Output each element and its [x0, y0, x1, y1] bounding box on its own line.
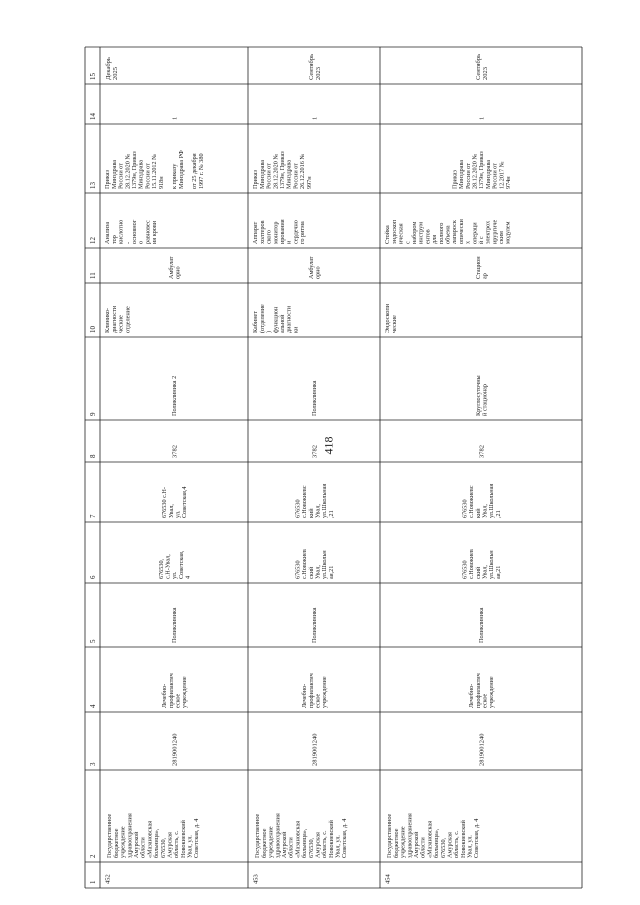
column-number-3-line: 3 — [88, 762, 97, 766]
code — [171, 445, 178, 458]
institution-type — [161, 673, 188, 708]
column-number-12 — [89, 237, 97, 245]
equipment-line: ским — [498, 231, 506, 244]
column-number-9 — [89, 412, 97, 416]
institution-name-line: области — [287, 837, 295, 858]
column-number-11 — [89, 272, 97, 279]
institution-name-line: учреждение — [119, 826, 127, 858]
institution-name-line: Амурская — [314, 832, 322, 858]
address-col6-line: ая,21 — [327, 565, 335, 579]
order-reference-line: 28.12.2020 № — [471, 153, 479, 189]
address-col7-line: ул. — [174, 510, 182, 518]
inn-code — [311, 734, 318, 767]
inn-code-line: 2819001240 — [478, 733, 486, 766]
department-line: Поликлиника — [478, 607, 486, 643]
address-col6-line: Увал, — [314, 565, 322, 579]
unit-line: Поликлиника — [311, 380, 319, 416]
column-number-6 — [89, 575, 97, 579]
order-reference-line: 1379н, Приказ — [278, 151, 286, 189]
room-line: Клинико- — [104, 308, 112, 333]
address-col7 — [461, 484, 501, 518]
institution-name-line: 676530, — [307, 837, 315, 858]
room-line: диагности — [285, 305, 293, 333]
institution-name-line: Советская, д. 4 — [341, 818, 349, 858]
institution-name-line: «Мазановская — [426, 820, 434, 858]
code — [311, 445, 318, 458]
column-number-12-line: 12 — [88, 237, 97, 244]
institution-name-line: область, с. — [173, 830, 181, 858]
address-col7-line: кий — [307, 508, 315, 518]
unit — [311, 380, 318, 416]
order-reference-line: 12.2017 № — [498, 161, 506, 189]
institution-name-line: Увал, ул. — [466, 835, 474, 858]
order-reference-line: Минздрава — [110, 159, 118, 189]
room — [104, 305, 131, 333]
care-form — [168, 256, 182, 279]
order-reference-line: Минздрава — [258, 159, 266, 189]
equipment-line: равновес — [144, 220, 152, 244]
column-number-4 — [89, 704, 97, 708]
address-col6-line: 4 — [184, 575, 192, 579]
row-number — [384, 874, 391, 885]
room-line: функцион — [272, 306, 280, 333]
order-reference-line: 28.12.2020 № — [124, 153, 132, 189]
date-line: 2025 — [111, 67, 119, 80]
column-number-8-line: 8 — [88, 454, 97, 458]
equipment-line: набором — [410, 221, 418, 244]
address-col6-line: с.Новокиев — [301, 549, 309, 579]
room-line: ческие — [117, 315, 125, 333]
room-line: Кабинет — [252, 310, 260, 333]
department — [171, 607, 178, 643]
row-number — [252, 874, 259, 884]
equipment-line: опически — [457, 219, 465, 244]
unit-line: Поликлиника 2 — [171, 375, 179, 416]
equipment-line: электрох — [484, 220, 492, 244]
order-reference-line: 15.11.2012 № — [151, 153, 159, 189]
equipment-line: монитор — [272, 221, 280, 244]
unit — [475, 374, 489, 416]
equipment-line: модулем — [504, 221, 512, 244]
institution-name-line: область, с. — [321, 830, 329, 858]
address-col6-line: 676530, — [157, 558, 165, 579]
room-line: ческие — [390, 315, 398, 333]
order-reference-line: Минздрава — [458, 159, 466, 189]
inn-code-line: 2819001240 — [171, 733, 179, 766]
care-form — [308, 256, 322, 279]
row-number-line: 452 — [104, 874, 112, 884]
address-col7-line: Советская,4 — [181, 486, 189, 518]
room-line: (отделение — [258, 304, 266, 333]
order-reference-line: России от — [491, 163, 499, 189]
address-col6 — [158, 550, 192, 579]
equipment-line: ическая — [397, 223, 405, 244]
equipment-table — [85, 47, 582, 888]
column-number-8 — [89, 454, 97, 458]
date — [308, 54, 322, 80]
equipment-line: с — [404, 241, 412, 244]
address-col7 — [294, 484, 334, 518]
address-col6 — [461, 549, 501, 579]
address-col7-line: с.Новокиевс — [468, 485, 476, 518]
department — [478, 607, 485, 643]
address-col6-line: 676530 — [461, 560, 469, 579]
room-line: отделение — [124, 306, 132, 333]
equipment-line: о — [137, 240, 145, 244]
order-reference-line: Минздрава РФ — [177, 150, 185, 189]
row-number-line: 454 — [384, 874, 392, 884]
date — [105, 57, 119, 80]
institution-name-line: Новокиевский — [327, 820, 335, 858]
inn-code — [478, 734, 485, 767]
room-line: ) — [265, 330, 273, 333]
institution-name — [254, 813, 348, 858]
order-reference — [104, 150, 205, 189]
inn-code — [171, 734, 178, 767]
order-reference-line: 974н — [504, 176, 512, 189]
equipment-line: ентов — [424, 229, 432, 244]
address-col7-line: ул.Школьная — [488, 483, 496, 518]
room — [384, 303, 398, 333]
column-number-1-line: 1 — [88, 880, 97, 884]
quantity-line: 1 — [171, 116, 179, 120]
quantity — [478, 117, 485, 120]
care-form-line: Стацион — [474, 256, 482, 279]
order-reference-line: Минздрава — [137, 159, 145, 189]
address-col6-line: с.Новокиев — [468, 549, 476, 579]
institution-name-line: здравоохранения — [406, 813, 414, 858]
column-number-15 — [89, 73, 97, 81]
column-number-7 — [89, 514, 97, 518]
room-line: ки — [292, 326, 300, 333]
address-col6-line: Советская, — [177, 550, 185, 579]
order-reference-line: 28.12.2020 № — [272, 153, 280, 189]
order-reference-line: Приказ — [104, 170, 112, 189]
institution-name — [386, 813, 480, 858]
institution-name-line: Увал, ул. — [334, 835, 342, 858]
institution-name-line: больница», — [301, 828, 309, 858]
column-number-4-line: 4 — [88, 704, 97, 708]
equipment-line: й с — [477, 236, 485, 244]
order-reference-line: России от — [464, 163, 472, 189]
date-line: Сентябрь — [307, 53, 315, 80]
equipment-line: х — [464, 240, 472, 244]
row-number-line: 453 — [252, 874, 260, 884]
institution-type-line: профилактич — [167, 673, 175, 708]
date-line: 2023 — [481, 67, 489, 80]
institution-type-line: еское — [174, 693, 182, 708]
institution-name-line: области — [139, 837, 147, 858]
order-reference-line: к приказу — [171, 163, 179, 189]
order-reference-line: 1997 г. № 380 — [197, 153, 205, 189]
equipment-line: операци — [471, 222, 479, 244]
equipment-line: Анализа — [104, 221, 112, 244]
equipment — [384, 219, 512, 244]
address-col6-line: с.Н-Увал, — [164, 554, 172, 579]
institution-name-line: Амурской — [412, 831, 420, 858]
institution-type-line: еское — [314, 693, 322, 708]
institution-type — [468, 673, 495, 708]
column-number-14-line: 14 — [88, 113, 97, 120]
institution-type-line: еское — [481, 693, 489, 708]
institution-name-line: Советская, д. 4 — [473, 818, 481, 858]
address-col6-line: ул.Школьн — [488, 550, 496, 579]
column-number-2 — [89, 854, 97, 858]
equipment-line: сердечно — [292, 220, 300, 244]
code-line: 3782 — [478, 445, 486, 458]
institution-name-line: Амурская — [446, 832, 454, 858]
column-number-2-line: 2 — [88, 854, 97, 858]
care-form-line: орно — [174, 266, 182, 279]
address-col7-line: ,21 — [327, 510, 335, 518]
order-reference — [451, 151, 512, 189]
room-line: Эндоскопи — [384, 304, 392, 333]
institution-name-line: бюджетное — [392, 828, 400, 858]
address-col6-line: ский — [307, 566, 315, 579]
address-col7-line: с.Новокиевс — [301, 485, 309, 518]
address-col7-line: 676530 с.Н- — [161, 487, 169, 518]
institution-name-line: больница», — [153, 828, 161, 858]
institution-type-line: учреждение — [488, 676, 496, 708]
room-line: альной — [278, 314, 286, 333]
equipment-line: ирургиче — [491, 219, 499, 244]
equipment-line: объема — [444, 225, 452, 244]
column-number-10 — [89, 326, 97, 334]
address-col7-line: ул.Школьная — [321, 483, 329, 518]
equipment-line: холтеров — [258, 220, 266, 244]
institution-name-line: учреждение — [267, 826, 275, 858]
institution-name-line: 676530, — [439, 837, 447, 858]
equipment-line: полного — [437, 222, 445, 244]
equipment-line: Стойка — [384, 225, 392, 244]
institution-name-line: Новокиевский — [459, 820, 467, 858]
order-reference-line: от 25 декабря — [191, 153, 199, 189]
room-line: диагности — [110, 305, 118, 333]
institution-name-line: бюджетное — [112, 828, 120, 858]
equipment-line: ирования — [278, 219, 286, 244]
order-reference-line: России от — [265, 163, 273, 189]
unit — [171, 376, 178, 416]
institution-name-line: «Мазановская — [294, 820, 302, 858]
institution-name-line: Амурская — [166, 832, 174, 858]
institution-name-line: Амурской — [132, 831, 140, 858]
date — [475, 54, 489, 80]
institution-name-line: Государственное — [386, 813, 394, 858]
equipment — [252, 219, 306, 244]
institution-name-line: здравоохранения — [126, 813, 134, 858]
institution-type-line: профилактич — [307, 673, 315, 708]
quantity — [171, 117, 178, 120]
institution-name-line: Государственное — [254, 813, 262, 858]
column-number-14 — [89, 113, 97, 121]
address-col6-line: Увал, — [481, 565, 489, 579]
column-number-3 — [89, 762, 97, 766]
order-reference-line: России от — [117, 163, 125, 189]
institution-name-line: Советская, д. 4 — [193, 818, 201, 858]
institution-name-line: бюджетное — [260, 828, 268, 858]
institution-type-line: профилактич — [474, 673, 482, 708]
equipment-line: го ритма — [299, 221, 307, 244]
address-col7-line: 676530 — [294, 499, 302, 518]
address-col6-line: ский — [474, 566, 482, 579]
page-number: 418 — [321, 436, 336, 455]
equipment-table-text — [89, 54, 512, 884]
equipment-line: ского — [265, 229, 273, 244]
order-reference-line: Приказ — [451, 170, 459, 189]
code — [478, 445, 485, 458]
date-line: 2023 — [314, 67, 322, 80]
quantity-line: 1 — [311, 116, 319, 120]
address-col7-line: кий — [474, 508, 482, 518]
address-col7-line: Увал, — [167, 504, 175, 518]
institution-name-line: учреждение — [399, 826, 407, 858]
address-col6-line: ая,21 — [494, 565, 502, 579]
quantity-line: 1 — [478, 116, 486, 120]
order-reference — [252, 151, 313, 189]
code-line: 3782 — [171, 445, 179, 458]
order-reference-line: 26.12.2016 № — [299, 153, 307, 189]
care-form-line: ар — [481, 273, 489, 279]
column-number-9-line: 9 — [88, 412, 97, 416]
address-col7-line: 676530 — [461, 499, 469, 518]
department — [311, 607, 318, 643]
address-col6-line: ул.Школьн — [321, 550, 329, 579]
equipment-line: Аппарат — [252, 221, 260, 244]
unit-line: Круглосуточны — [474, 375, 482, 416]
order-reference-line: 918н — [157, 176, 165, 189]
care-form — [475, 256, 489, 279]
equipment-line: тор — [110, 235, 118, 244]
equipment-line: ия крови — [151, 220, 159, 244]
institution-name-line: «Мазановская — [146, 820, 154, 858]
column-number-5 — [89, 639, 97, 643]
address-col6 — [294, 549, 334, 579]
equipment-line: и — [285, 240, 293, 244]
date-line: Сентябрь — [474, 53, 482, 80]
order-reference-line: 997н — [305, 176, 313, 189]
equipment-line: кислотно — [117, 219, 125, 244]
institution-type-line: Лечебно- — [161, 683, 169, 708]
date-line: Декабрь — [104, 57, 112, 80]
institution-name-line: область, с. — [453, 830, 461, 858]
institution-name-line: Амурской — [280, 831, 288, 858]
institution-name-line: Государственное — [106, 813, 114, 858]
institution-name-line: 676530, — [159, 837, 167, 858]
column-number-1 — [89, 880, 97, 884]
address-col7-line: Увал, — [314, 504, 322, 518]
institution-name-line: Новокиевский — [179, 820, 187, 858]
care-form-line: Амбулат — [307, 256, 315, 279]
equipment-line: основног — [130, 219, 138, 244]
institution-name-line: здравоохранения — [274, 813, 282, 858]
equipment-line: эндоскоп — [390, 219, 398, 244]
department-line: Поликлиника — [311, 607, 319, 643]
column-number-7-line: 7 — [88, 514, 97, 518]
order-reference-line: Приказ — [252, 170, 260, 189]
order-reference-line: Минздрава — [285, 159, 293, 189]
column-number-13 — [89, 182, 97, 190]
equipment-line: инструм — [417, 221, 425, 244]
order-reference-line: Минздрава — [484, 159, 492, 189]
order-reference-line: России от — [292, 163, 300, 189]
inn-code-line: 2819001240 — [311, 733, 319, 766]
order-reference-line: России от — [144, 163, 152, 189]
address-col7-line: Увал, — [481, 504, 489, 518]
order-reference-line: 1379н, Приказ — [130, 151, 138, 189]
equipment — [104, 219, 158, 244]
address-col6-line: ул. — [171, 571, 179, 579]
quantity — [311, 117, 318, 120]
institution-type-line: учреждение — [321, 676, 329, 708]
row-number — [104, 874, 111, 884]
column-number-6-line: 6 — [88, 575, 97, 579]
institution-type — [301, 673, 328, 708]
equipment-line: для — [431, 234, 439, 244]
order-reference-line: 1379н, Приказ — [478, 151, 486, 189]
column-number-5-line: 5 — [88, 639, 97, 643]
code-line: 3782 — [311, 445, 319, 458]
department-line: Поликлиника — [171, 607, 179, 643]
institution-type-line: учреждение — [181, 676, 189, 708]
care-form-line: орно — [314, 266, 322, 279]
column-number-15-line: 15 — [88, 73, 97, 80]
institution-name-line: Увал, ул. — [186, 835, 194, 858]
institution-name-line: больница», — [433, 828, 441, 858]
room — [252, 304, 299, 333]
equipment-line: лапароск — [451, 220, 459, 244]
institution-type-line: Лечебно- — [468, 683, 476, 708]
column-number-13-line: 13 — [88, 182, 97, 189]
unit-line: й стационар — [481, 384, 489, 416]
institution-type-line: Лечебно- — [301, 683, 309, 708]
column-number-10-line: 10 — [88, 326, 97, 333]
column-number-11-line: 11 — [88, 272, 97, 279]
institution-name — [106, 813, 200, 858]
care-form-line: Амбулат — [167, 256, 175, 279]
institution-name-line: области — [419, 837, 427, 858]
address-col6-line: 676530 — [294, 560, 302, 579]
equipment-line: - — [124, 241, 132, 244]
address-col7-line: ,21 — [494, 510, 502, 518]
address-col7 — [161, 486, 188, 518]
